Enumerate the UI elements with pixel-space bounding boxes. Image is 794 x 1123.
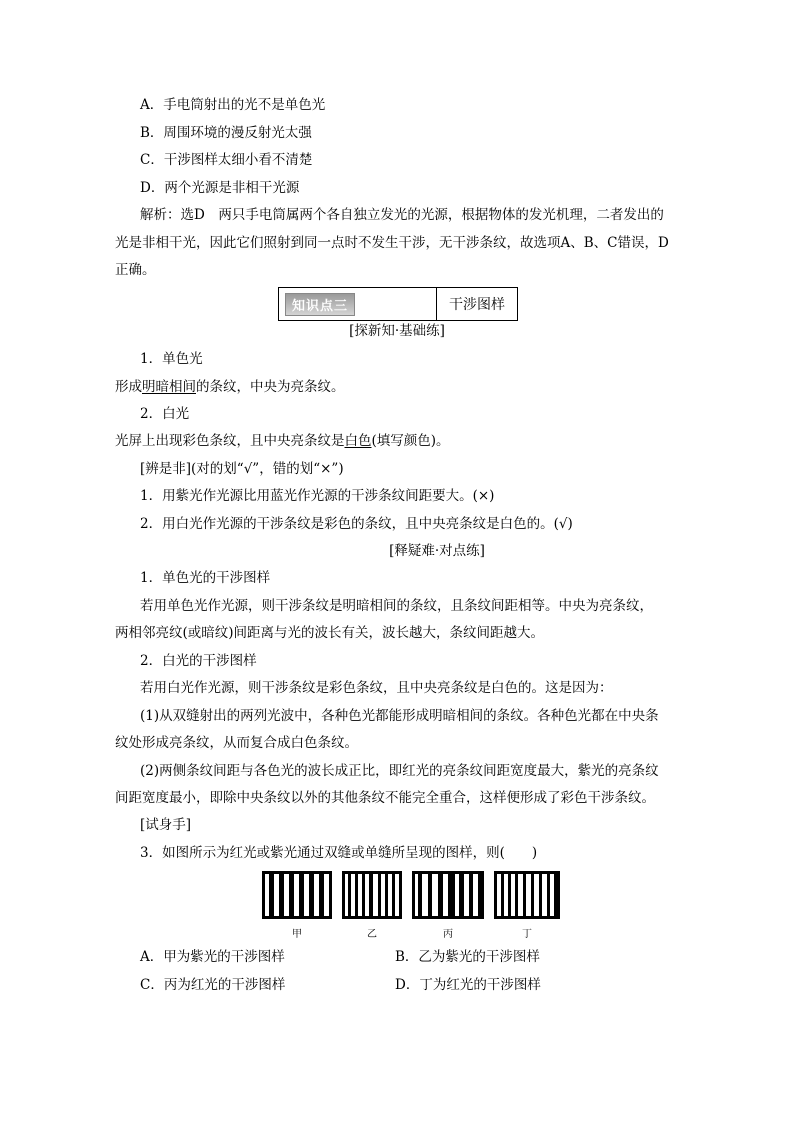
figure-label-ding: 丁 (522, 929, 532, 940)
fringe-bar (508, 874, 511, 916)
fringe-bar (299, 874, 304, 916)
item-white-pre: 光屏上出现彩色条纹，且中央亮条纹是 (115, 433, 345, 449)
analysis-line-2: 光是非相干光，因此它们照射到同一点时不发生干涉，无干涉条纹，故选项A、B、C错误，D (115, 235, 669, 251)
option-c-prev: C．干涉图样太细小看不清楚 (140, 152, 313, 168)
fringe-pattern-jia (262, 871, 332, 919)
fringe-bar (279, 874, 284, 916)
item-mono-pre: 形成 (115, 379, 142, 395)
fringe-bar (515, 874, 518, 916)
explain-p3-line-2: 纹处形成亮条纹，从而复合成白色条纹。 (115, 735, 358, 751)
item-mono-fill: 明暗相间 (142, 379, 196, 395)
option-b-prev: B．周围环境的漫反射光太强 (140, 125, 312, 141)
fringe-bar (319, 874, 324, 916)
fringe-bar (501, 874, 504, 916)
option-b: B．乙为紫光的干涉图样 (395, 949, 540, 965)
judge-header: [辨是非](对的划“√”，错的划“×”) (140, 461, 344, 477)
section-header-explain: [释疑难·对点练] (389, 543, 485, 559)
fringe-pattern-ding (494, 871, 560, 919)
fringe-bar (418, 874, 422, 916)
option-a: A．甲为紫光的干涉图样 (140, 949, 285, 965)
section-header-basic: [探新知·基础练] (349, 323, 445, 339)
practice-header: [试身手] (140, 817, 192, 833)
item-white-post: (填写颜色)。 (371, 433, 450, 449)
practice-question: 3．如图所示为红光或紫光通过双缝或单缝所呈现的图样，则( ) (140, 845, 538, 861)
explain-p3-line-1: (1)从双缝射出的两列光波中，各种色光都能形成明暗相间的条纹。各种色光都在中央条 (140, 708, 659, 724)
knowledge-point-tag-cell (279, 288, 437, 320)
item-mono-post: 的条纹，中央为亮条纹。 (196, 379, 345, 395)
fringe-bar (309, 874, 314, 916)
explain-p1-line-2: 两相邻亮纹(或暗纹)间距离与光的波长有关，波长越大，条纹间距越大。 (115, 625, 545, 641)
option-a-prev: A．手电筒射出的光不是单色光 (140, 97, 326, 113)
knowledge-point-tag: 知识点三 (285, 293, 355, 316)
fringe-bar (459, 874, 464, 916)
figure-label-yi: 乙 (367, 929, 377, 940)
fringe-bar (392, 874, 395, 916)
figure-label-bing: 丙 (443, 929, 453, 940)
item-mono-text (115, 378, 345, 396)
fringe-pattern-bing (412, 871, 484, 919)
fringe-pattern-yi (342, 871, 402, 919)
item-white-text (115, 432, 450, 450)
judge-q1: 1．用紫光作光源比用蓝光作光源的干涉条纹间距要大。(×) (140, 488, 495, 504)
option-c: C．丙为红光的干涉图样 (140, 977, 286, 993)
analysis-line-1: 解析：选D 两只手电筒属两个各自独立发光的光源，根据物体的发光机理，二者发出的 (140, 207, 664, 223)
fringe-bar (369, 874, 373, 916)
item-white-fill: 白色 (344, 433, 372, 449)
fringe-bar (378, 874, 381, 916)
figure-label-jia: 甲 (292, 929, 302, 940)
judge-q2: 2．用白光作光源的干涉条纹是彩色的条纹，且中央亮条纹是白色的。(√) (140, 516, 573, 532)
explain-p1-line-1: 若用单色光作光源，则干涉条纹是明暗相间的条纹，且条纹间距相等。中央为亮条纹， (140, 598, 653, 614)
knowledge-point-box (278, 287, 518, 321)
fringe-bar (531, 874, 534, 916)
fringe-bar (547, 874, 550, 916)
fringe-bar (523, 874, 526, 916)
fringe-bar (428, 874, 432, 916)
explain-title-1: 1．单色光的干涉图样 (140, 570, 271, 586)
fringe-bar (362, 874, 365, 916)
fringe-bar (269, 874, 274, 916)
option-d: D．丁为红光的干涉图样 (395, 977, 541, 993)
fringe-bar (539, 874, 542, 916)
item-mono-title: 1．单色光 (140, 351, 203, 367)
fringe-bar (438, 874, 443, 916)
item-white-title: 2．白光 (140, 406, 190, 422)
option-d-prev: D．两个光源是非相干光源 (140, 180, 300, 196)
fringe-bar (469, 874, 473, 916)
fringe-bar (289, 874, 294, 916)
explain-p2: 若用白光作光源，则干涉条纹是彩色条纹，且中央亮条纹是白色的。这是因为： (140, 680, 613, 696)
fringe-bar (348, 874, 351, 916)
explain-p4-line-2: 间距宽度最小，即除中央条纹以外的其他条纹不能完全重合，这样便形成了彩色干涉条纹。 (115, 790, 655, 806)
fringe-bar (478, 874, 481, 916)
knowledge-point-title: 干涉图样 (449, 297, 505, 313)
fringe-bar (355, 874, 358, 916)
analysis-line-3: 正确。 (115, 262, 156, 278)
fringe-bar (385, 874, 388, 916)
explain-p4-line-1: (2)两侧条纹间距与各色光的波长成正比，即红光的亮条纹间距宽度最大，紫光的亮条纹 (140, 763, 659, 779)
fringe-bar (554, 874, 557, 916)
explain-title-2: 2．白光的干涉图样 (140, 653, 257, 669)
fringe-bar (448, 874, 455, 916)
